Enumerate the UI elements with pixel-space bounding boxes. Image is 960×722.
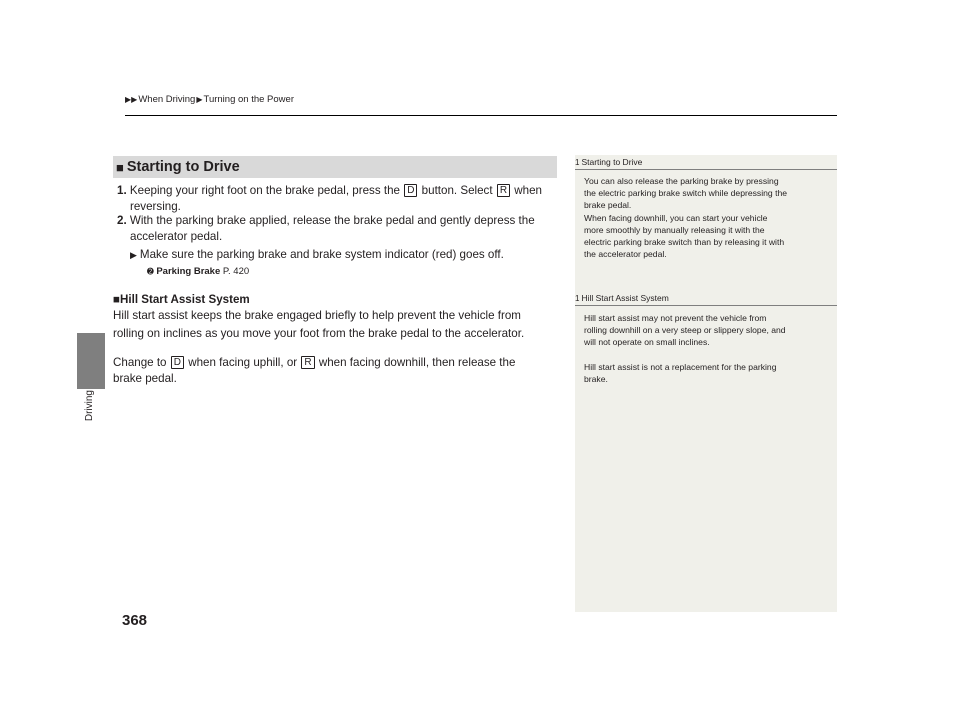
bullet-text: Make sure the parking brake and brake system indicator (red) goes off. <box>139 248 504 261</box>
note-line: When facing downhill, you can start your vehicle <box>584 212 768 223</box>
chevron-right-icon: ▶ <box>196 95 203 104</box>
step-number: 2. <box>117 214 127 227</box>
xref-page[interactable]: P. 420 <box>222 266 250 277</box>
cross-reference[interactable] <box>117 264 567 280</box>
note-spacer <box>584 349 837 361</box>
step-text: Keeping your right foot on the brake pedal, press the <box>129 184 400 197</box>
note-hill-start-assist <box>575 293 837 385</box>
step-text: button. Select <box>421 184 493 197</box>
chapter-tab[interactable] <box>77 333 105 389</box>
step-text-continued: accelerator pedal. <box>130 230 223 243</box>
note-line: will not operate on small inclines. <box>584 337 710 348</box>
note-line: more smoothly by manually releasing it with the <box>584 224 765 235</box>
note-marker-icon: 1 <box>575 158 580 167</box>
chapter-tab-label-wrap <box>80 388 102 438</box>
note-marker-icon: 1 <box>575 294 580 303</box>
chapter-tab-label: Driving <box>84 390 95 422</box>
step-1 <box>117 183 562 215</box>
triangle-bullet-icon: ▶ <box>130 250 137 260</box>
note-starting-to-drive <box>575 157 837 260</box>
note-line: brake. <box>584 373 608 384</box>
note-title: Hill Start Assist System <box>581 293 669 303</box>
paragraph-text: when facing downhill, then release the <box>318 356 516 369</box>
key-d-icon: D <box>404 184 417 197</box>
breadcrumb-item[interactable]: Turning on the Power <box>203 94 294 105</box>
reference-arrow-icon: ➋ <box>147 267 154 276</box>
xref-label[interactable]: Parking Brake <box>156 266 221 277</box>
note-title: Starting to Drive <box>581 157 643 167</box>
header-divider <box>125 115 837 116</box>
note-body <box>575 175 837 260</box>
note-line: rolling downhill on a very steep or slippery slope, and <box>584 325 786 336</box>
paragraph-text-continued: brake pedal. <box>113 372 177 385</box>
section-title: Starting to Drive <box>126 159 240 175</box>
step-text-continued: reversing. <box>130 200 181 213</box>
breadcrumb <box>125 94 294 105</box>
paragraph-text: when facing uphill, or <box>188 356 298 369</box>
note-line: Hill start assist is not a replacement for the parking <box>584 361 777 372</box>
step-text: when <box>514 184 542 197</box>
note-line: the accelerator pedal. <box>584 249 667 260</box>
note-divider <box>575 305 837 306</box>
note-line: You can also release the parking brake by pressing <box>584 176 779 186</box>
hill-start-section <box>113 292 563 387</box>
key-r-icon: R <box>301 356 314 369</box>
square-bullet-icon: ■ <box>116 159 124 175</box>
note-line: the electric parking brake switch while depressing the <box>584 188 788 199</box>
section-heading-bar <box>113 156 557 178</box>
paragraph-line: rolling on inclines as you move your foot from the brake pedal to the accelerator. <box>113 327 525 340</box>
key-r-icon: R <box>497 184 510 197</box>
subsection-title: ■Hill Start Assist System <box>113 293 250 306</box>
step-2 <box>117 213 567 280</box>
note-line: Hill start assist may not prevent the vehicle from <box>584 313 767 323</box>
step-text: With the parking brake applied, release the brake pedal and gently depress the <box>129 214 535 227</box>
step-number: 1. <box>117 184 127 197</box>
key-d-icon: D <box>171 356 184 369</box>
paragraph-line: Hill start assist keeps the brake engaged briefly to help prevent the vehicle from <box>113 309 521 322</box>
note-line: brake pedal. <box>584 200 632 211</box>
note-line: electric parking brake switch than by releasing it with <box>584 237 785 248</box>
chevron-right-icon: ▶▶ <box>125 95 138 104</box>
page-number: 368 <box>122 612 148 629</box>
note-divider <box>575 169 837 170</box>
breadcrumb-item[interactable]: When Driving <box>138 94 196 105</box>
note-body <box>575 312 837 385</box>
paragraph-text: Change to <box>113 356 167 369</box>
